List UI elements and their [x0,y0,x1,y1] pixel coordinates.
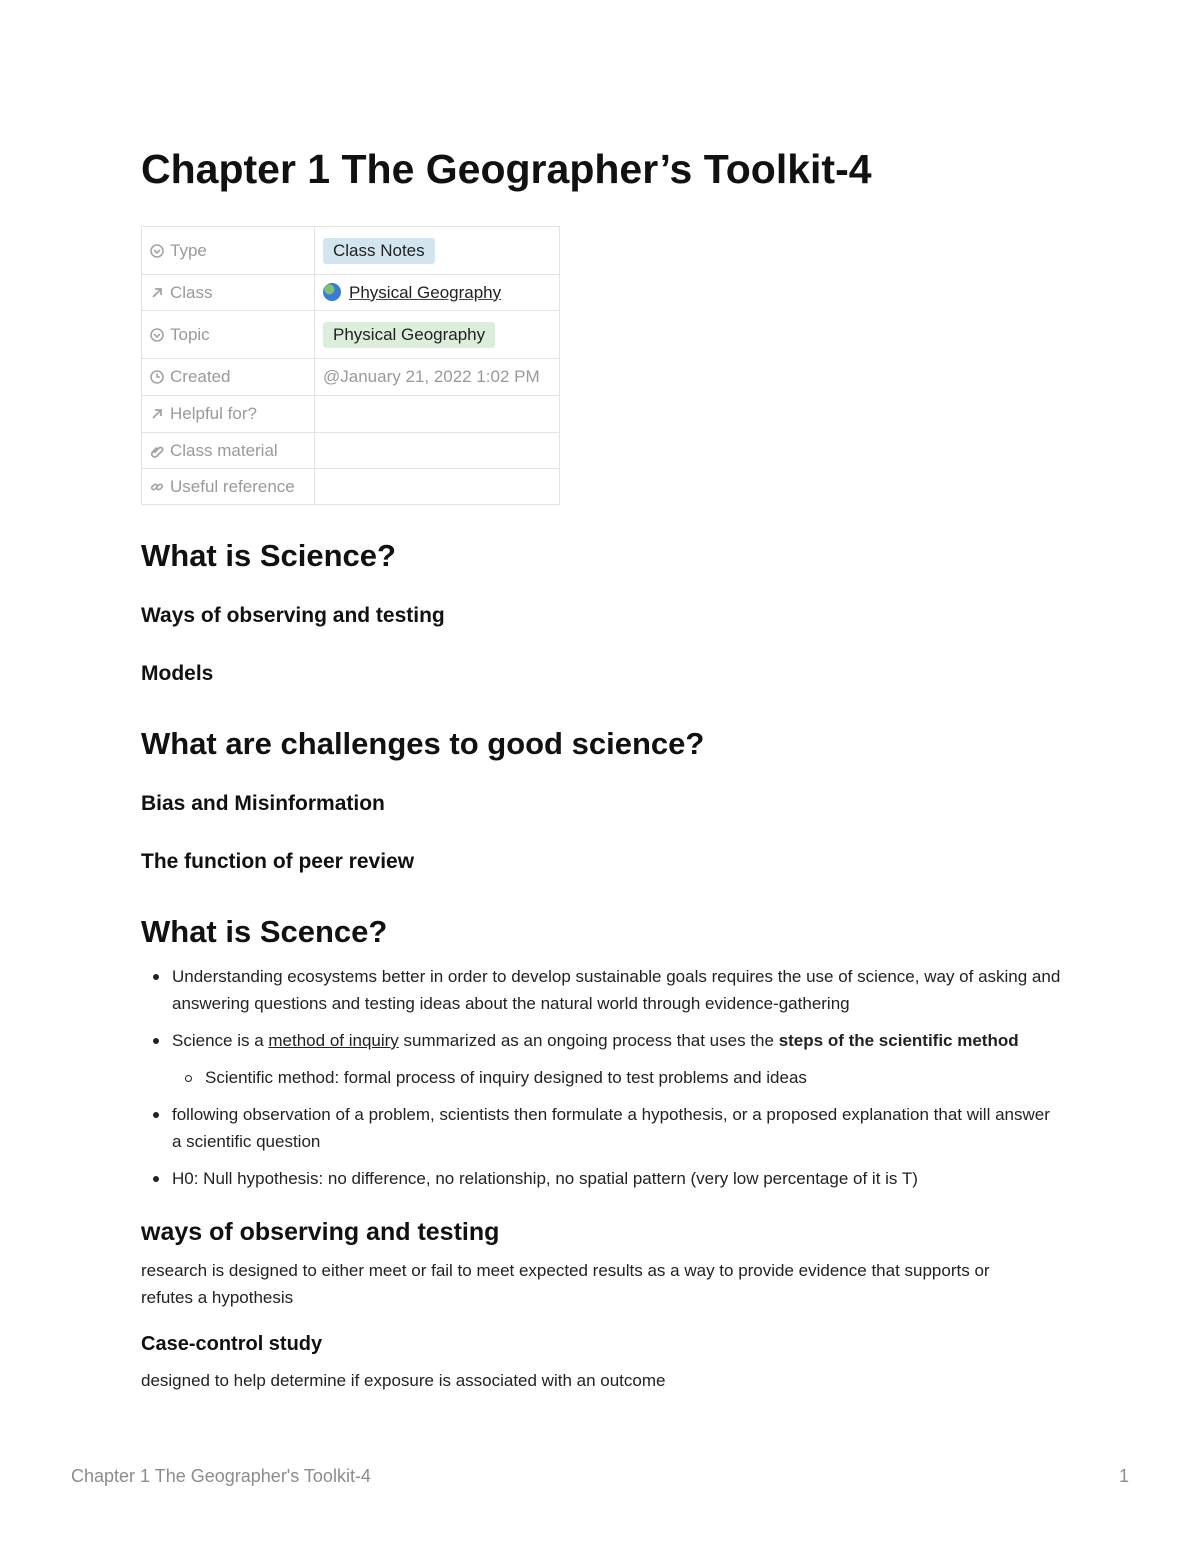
property-row-topic [142,311,560,359]
paragraph-research: research is designed to either meet or fail to meet expected results as a way to provide evidence that supports or refutes a hypothesis [141,1261,990,1307]
list-item: Understanding ecosystems better in order to develop sustainable goals requires the use of science, way of asking and answering questions and testing ideas about the natural world through evidence-gathering [141,963,1061,1017]
footer-title: Chapter 1 The Geographer's Toolkit-4 [71,1466,371,1486]
property-value[interactable] [315,275,560,311]
heading-ways-of-observing: Ways of observing and testing [141,604,445,627]
type-tag[interactable]: Class Notes [323,238,435,264]
paragraph-case-control: designed to help determine if exposure is associated with an outcome [141,1371,666,1390]
link-icon [150,480,164,494]
property-row-class-material [142,433,560,469]
heading-bias: Bias and Misinformation [141,792,385,815]
property-value-empty[interactable] [315,469,560,505]
properties-table [141,226,560,505]
list-item: following observation of a problem, scientists then formulate a hypothesis, or a proposed explanation that will answer a scientific question [141,1101,1061,1155]
bold-text: steps of the scientific method [778,1031,1019,1050]
paperclip-icon [150,444,164,458]
property-row-helpful-for [142,396,560,433]
heading-ways-of-observing-2: ways of observing and testing [141,1218,500,1246]
property-value[interactable] [315,311,560,359]
sub-list-item: Scientific method: formal process of inquiry designed to test problems and ideas [141,1064,1061,1091]
topic-tag[interactable]: Physical Geography [323,322,495,348]
class-relation-link[interactable]: Physical Geography [349,282,502,302]
property-key: Class material [142,433,315,469]
select-icon [150,328,164,342]
property-key: Type [142,227,315,275]
heading-what-is-scence: What is Scence? [141,914,388,949]
select-icon [150,244,164,258]
page-number: 1 [1118,1466,1129,1486]
heading-what-is-science: What is Science? [141,538,396,573]
heading-peer-review: The function of peer review [141,850,415,873]
bullet-list [141,963,1061,1202]
heading-case-control: Case-control study [141,1333,323,1355]
created-date: @January 21, 2022 1:02 PM [315,359,560,396]
relation-arrow-icon [150,407,164,421]
property-row-created [142,359,560,396]
property-value-empty[interactable] [315,396,560,433]
property-key: Created [142,359,315,396]
property-row-useful-reference [142,469,560,505]
property-row-class [142,275,560,311]
property-row-type [142,227,560,275]
list-item: Science is a method of inquiry summarized as an ongoing process that uses the steps of the scientific method [141,1027,1061,1054]
method-of-inquiry-text: method of inquiry [268,1031,399,1050]
heading-models: Models [141,662,214,685]
heading-challenges: What are challenges to good science? [141,726,705,761]
property-key: Helpful for? [142,396,315,433]
page-title: Chapter 1 The Geographer’s Toolkit-4 [141,146,872,192]
relation-arrow-icon [150,286,164,300]
property-key: Useful reference [142,469,315,505]
globe-icon [323,283,341,301]
property-value-empty[interactable] [315,433,560,469]
list-item: H0: Null hypothesis: no difference, no relationship, no spatial pattern (very low percentage of it is T) [141,1165,1061,1192]
property-key: Topic [142,311,315,359]
property-key: Class [142,275,315,311]
clock-icon [150,370,164,384]
property-value[interactable] [315,227,560,275]
